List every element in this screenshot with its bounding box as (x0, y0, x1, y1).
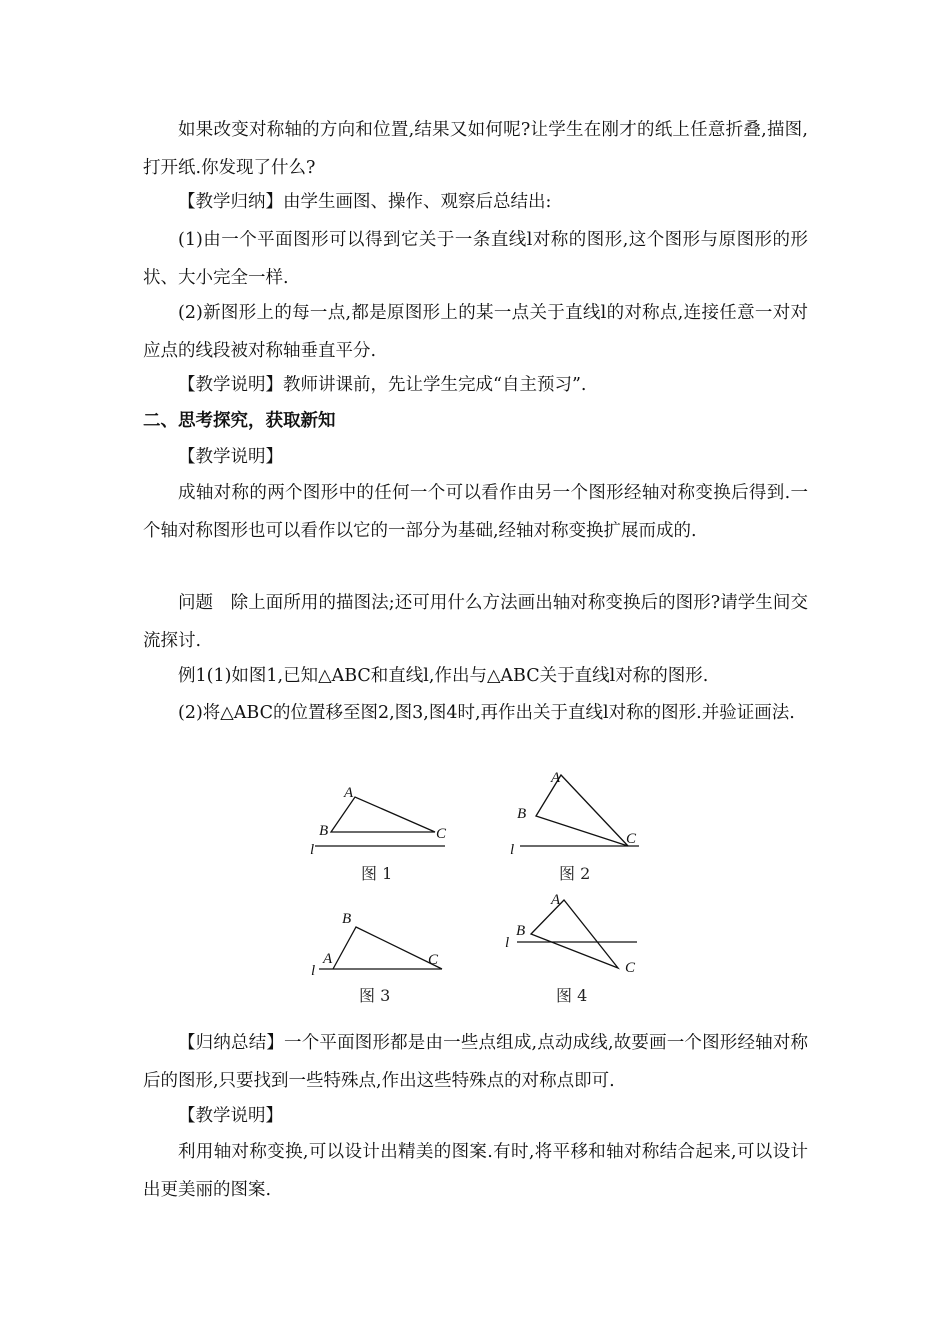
label-c: C (428, 952, 439, 968)
paragraph-axial-symmetry: 成轴对称的两个图形中的任何一个可以看作由另一个图形经轴对称变换后得到.一个轴对称图形也可以看作以它的一部分为基础,经轴对称变换扩展而成的. (143, 483, 808, 541)
label-a: A (551, 892, 561, 908)
label-c: C (626, 831, 637, 847)
label-l: l (311, 963, 316, 979)
label-b: B (342, 911, 352, 927)
label-b: B (516, 923, 526, 939)
triangle-abc (531, 900, 618, 968)
figure-2-caption: 图 2 (559, 864, 591, 883)
figure-1 (305, 780, 455, 858)
label-b: B (517, 806, 527, 822)
figure-2 (505, 765, 655, 858)
label-l: l (510, 842, 515, 858)
label-a: A (344, 785, 354, 801)
paragraph-point-2: (2)新图形上的每一点,都是原图形上的某一点关于直线l的对称点,连接任意一对对应点的线段被对称轴垂直平分. (143, 303, 808, 361)
figure-1-caption: 图 1 (361, 864, 393, 883)
paragraph-fold-question: 如果改变对称轴的方向和位置,结果又如何呢?让学生在刚才的纸上任意折叠,描图,打开纸.你发现了什么? (143, 120, 808, 178)
label-c: C (625, 960, 636, 976)
paragraph-problem: 问题 除上面所用的描图法;还可用什么方法画出轴对称变换后的图形?请学生间交流探讨. (143, 593, 808, 651)
paragraph-example-2: (2)将△ABC的位置移至图2,图3,图4时,再作出关于直线l对称的图形.并验证画法. (178, 703, 795, 723)
triangle-abc (331, 797, 435, 832)
paragraph-point-1: (1)由一个平面图形可以得到它关于一条直线l对称的图形,这个图形与原图形的形状、大小完全一样. (143, 230, 808, 288)
figure-3 (305, 907, 455, 977)
figure-4-caption: 图 4 (556, 986, 588, 1005)
label-c: C (436, 826, 447, 842)
paragraph-teaching-summary: 【教学归纳】由学生画图、操作、观察后总结出: (178, 192, 552, 212)
figure-4 (500, 885, 650, 980)
paragraph-example-1: 例1(1)如图1,已知△ABC和直线l,作出与△ABC关于直线l对称的图形. (178, 666, 709, 686)
paragraph-teaching-note-3: 【教学说明】 (178, 1106, 283, 1126)
section-heading: 二、思考探究，获取新知 (143, 411, 336, 431)
triangle-abc (333, 927, 442, 969)
triangle-abc (536, 775, 628, 846)
label-b: B (319, 823, 329, 839)
paragraph-teaching-note-2: 【教学说明】 (178, 447, 283, 467)
paragraph-teaching-note-1: 【教学说明】教师讲课前，先让学生完成“自主预习”. (178, 375, 587, 395)
figure-3-caption: 图 3 (359, 986, 391, 1005)
label-l: l (310, 842, 315, 858)
label-l: l (505, 935, 510, 951)
paragraph-conclusion: 【归纳总结】一个平面图形都是由一些点组成,点动成线,故要画一个图形经轴对称后的图形,只要找到一些特殊点,作出这些特殊点的对称点即可. (143, 1033, 808, 1091)
paragraph-pattern-design: 利用轴对称变换,可以设计出精美的图案.有时,将平移和轴对称结合起来,可以设计出更美丽的图案. (143, 1142, 808, 1200)
label-a: A (323, 951, 333, 967)
label-a: A (551, 770, 561, 786)
